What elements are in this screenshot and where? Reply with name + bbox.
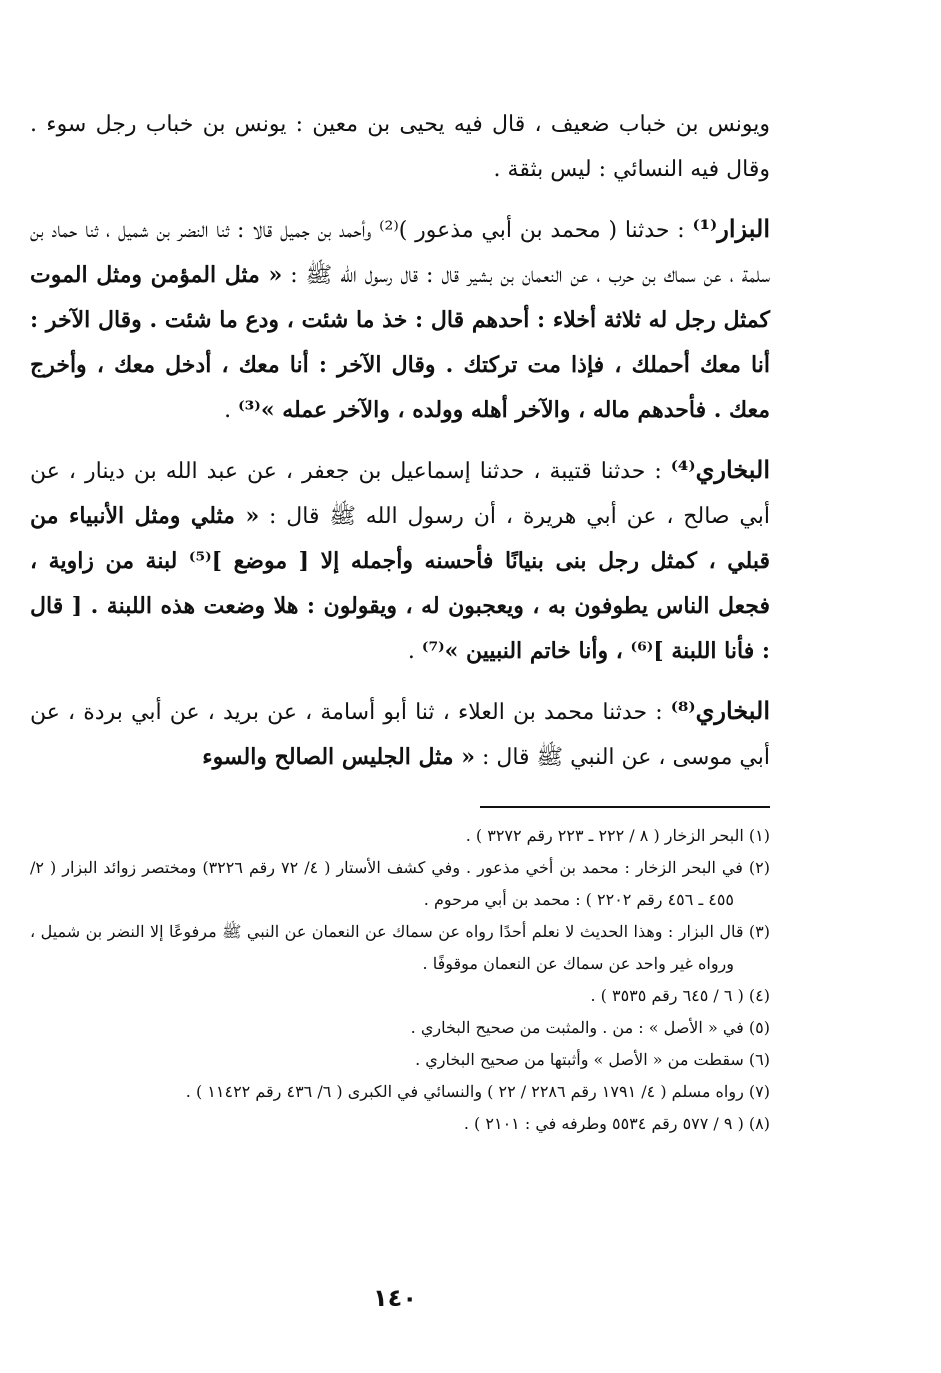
hadith-text: « مثلي ومثل الأنبياء من قبلي ، كمثل رجل بنى بنيانًا فأحسنه وأجمله إلا [ موضع ]⁽⁵⁾ لبنة من زاوية ، فجعل الناس يطوفون به ، ويعجبون له ، ويقولون : هلا وضعت هذه اللبنة . [ قال : فأنا اللبنة ]⁽⁶⁾ ، وأنا خاتم النبيين »⁽⁷⁾ bbox=[30, 503, 770, 664]
paragraph-tail: . bbox=[224, 398, 239, 423]
footnote: (٦) سقطت من « الأصل » وأثبتها من صحيح البخاري . bbox=[415, 1050, 770, 1069]
footnote-separator bbox=[480, 806, 770, 808]
main-text bbox=[30, 100, 770, 780]
paragraph-text: : حدثنا ( محمد بن أبي مذعور )⁽²⁾ وأحمد بن جميل قالا : ثنا النضر بن شميل ، ثنا حماد بن سلمة ، عن سماك بن حرب ، عن النعمان بن بشير قال : قال رسول الله ﷺ : bbox=[30, 218, 770, 288]
paragraph bbox=[30, 206, 770, 433]
page-number: ١٤٠ bbox=[373, 1284, 417, 1312]
paragraph-lead: البخاري⁽⁴⁾ bbox=[670, 455, 770, 484]
paragraph bbox=[30, 447, 770, 674]
footnote: (٢) في البحر الزخار : محمد بن أخي مذعور . وفي كشف الأستار ( ٤/ ٧٢ رقم ٣٢٢٦) ومختصر زوائد البزار ( ٢/ ٤٥٥ ـ ٤٥٦ رقم ٢٢٠٢ ) : محمد بن أبي مرحوم . bbox=[30, 858, 770, 909]
paragraph bbox=[30, 100, 770, 192]
footnotes bbox=[30, 820, 770, 1140]
footnote: (١) البحر الزخار ( ٨ / ٢٢٢ ـ ٢٢٣ رقم ٣٢٧٢ ) . bbox=[465, 826, 770, 845]
paragraph-lead: البخاري⁽⁸⁾ bbox=[670, 696, 770, 725]
footnote: (٧) رواه مسلم ( ٤/ ١٧٩١ رقم ٢٢٨٦ / ٢٢ ) والنسائي في الكبرى ( ٦/ ٤٣٦ رقم ١١٤٢٢ ) . bbox=[185, 1082, 770, 1101]
paragraph-tail: . bbox=[407, 639, 422, 664]
footnote: (٣) قال البزار : وهذا الحديث لا نعلم أحدًا رواه عن سماك عن النعمان عن النبي ﷺ مرفوعًا إلا النضر بن شميل ، ورواه غير واحد عن سماك عن النعمان موقوفًا . bbox=[30, 922, 770, 973]
paragraph-text: ويونس بن خباب ضعيف ، قال فيه يحيى بن معين : يونس بن خباب رجل سوء . وقال فيه النسائي : ليس بثقة . bbox=[30, 112, 770, 182]
paragraph-text: : حدثنا قتيبة ، حدثنا إسماعيل بن جعفر ، عن عبد الله بن دينار ، عن أبي صالح ، عن أبي هريرة ، أن رسول الله ﷺ قال : bbox=[30, 459, 771, 529]
footnote: (٤) ( ٦ / ٦٤٥ رقم ٣٥٣٥ ) . bbox=[590, 986, 770, 1005]
page-body bbox=[30, 100, 770, 1140]
footnote: (٨) ( ٩ / ٥٧٧ رقم ٥٥٣٤ وطرفه في : ٢١٠١ ) . bbox=[463, 1114, 770, 1133]
paragraph-text: : حدثنا محمد بن العلاء ، ثنا أبو أسامة ، عن بريد ، عن أبي بردة ، عن أبي موسى ، عن النبي ﷺ قال : bbox=[30, 700, 770, 770]
hadith-text: « مثل الجليس الصالح والسوء bbox=[202, 744, 475, 770]
footnote: (٥) في « الأصل » : من . والمثبت من صحيح البخاري . bbox=[410, 1018, 770, 1037]
paragraph bbox=[30, 688, 770, 780]
hadith-text: « مثل المؤمن ومثل الموت كمثل رجل له ثلاثة أخلاء : أحدهم قال : خذ ما شئت ، ودع ما شئت . وقال الآخر : أنا معك أحملك ، فإذا مت تركتك . وقال الآخر : أنا معك ، أدخل معك ، وأخرج معك . فأحدهم ماله ، والآخر أهله وولده ، والآخر عمله »⁽³⁾ bbox=[30, 262, 770, 423]
paragraph-lead: البزار⁽¹⁾ bbox=[692, 214, 770, 243]
